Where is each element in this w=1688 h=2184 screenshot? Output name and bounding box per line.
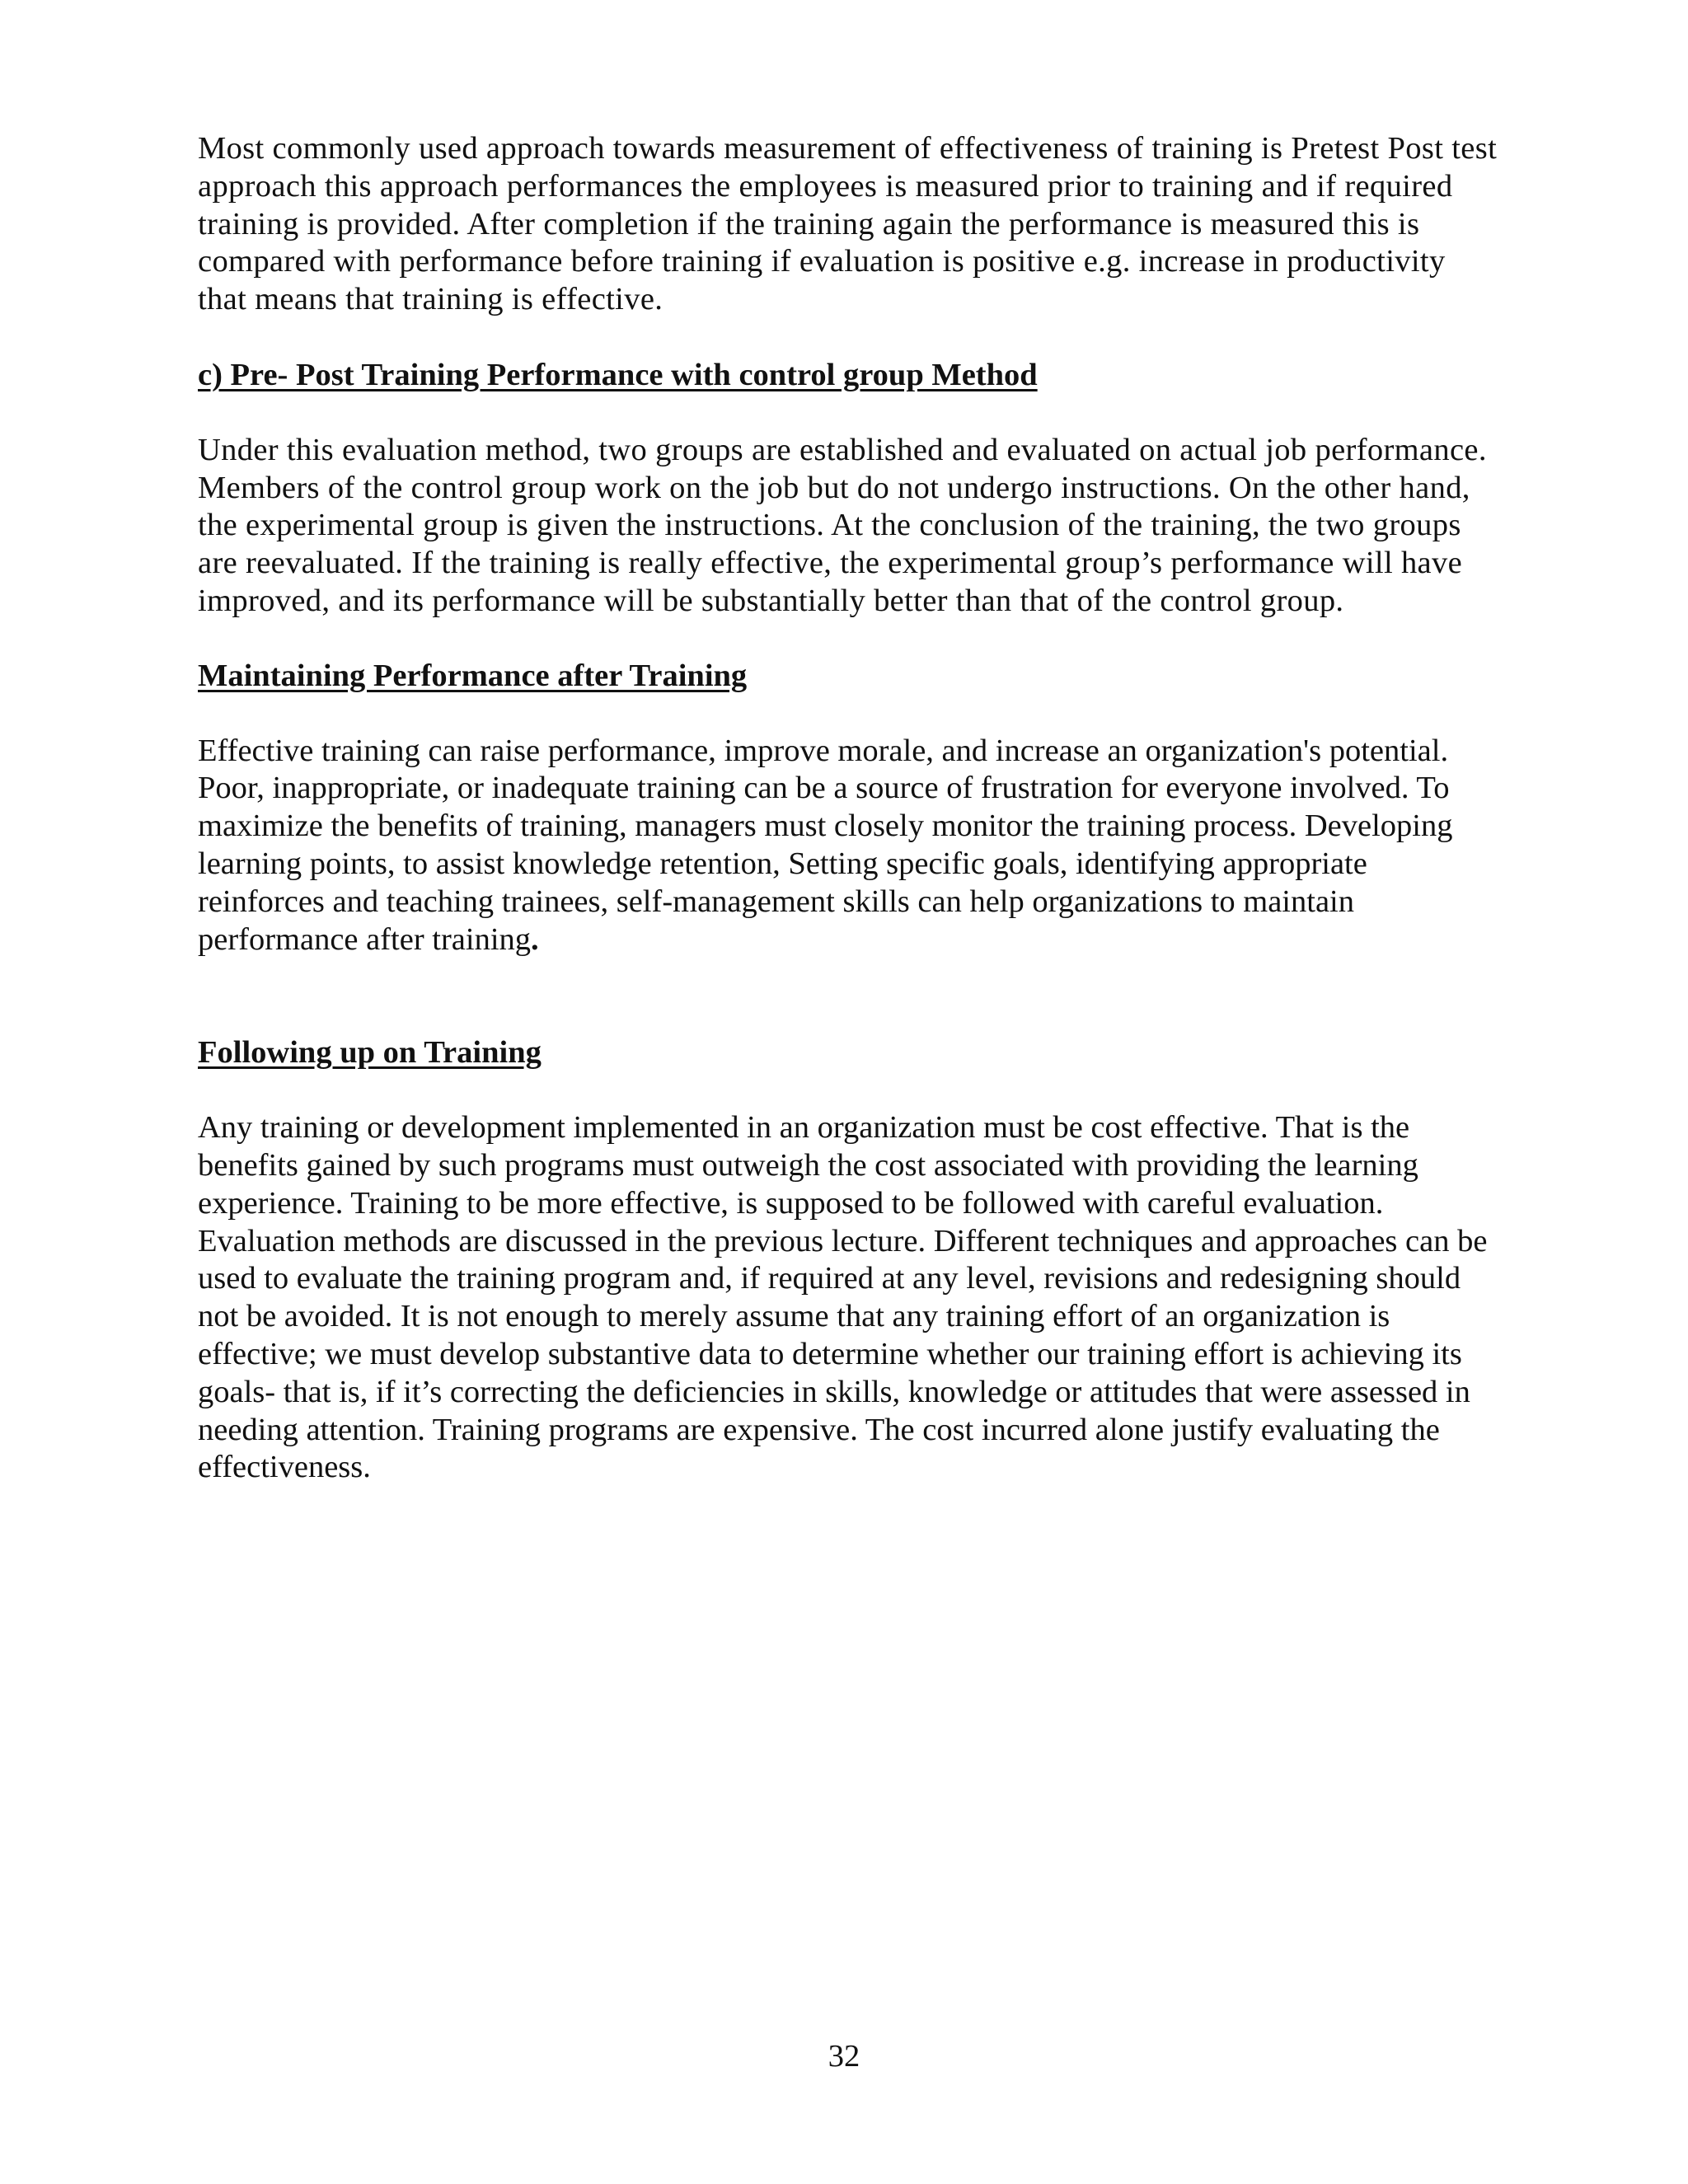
maintaining-performance-text: Effective training can raise performance, improve morale, and increase an organization's potential. Poor, inappropriate, or inadequate training can be a source of frustration for everyone involved. To maximize the benefits of training, managers must closely monitor the training process. Developing learning points, to assist knowledge retention, Setting specific goals, identifying appropriate reinforces and teaching trainees, self-management skills can help organizations to maintain performance after training	[198, 733, 1453, 957]
control-group-paragraph: Under this evaluation method, two groups are established and evaluated on actual job performance. Members of the control group work on the job but do not undergo instructions. On the other hand, the experimental group is given the instructions. At the conclusion of the training, the two groups are reevaluated. If the training is really effective, the experimental group’s performance will have improved, and its performance will be substantially better than that of the control group.	[198, 432, 1487, 618]
following-up-paragraph: Any training or development implemented in an organization must be cost effective. That is the benefits gained by such programs must outweigh the cost associated with providing the learning experience. Training to be more effective, is supposed to be followed with careful evaluation. Evaluation methods are discussed in the previous lecture. Different techniques and approaches can be used to evaluate the training program and, if required at any level, revisions and redesigning should not be avoided. It is not enough to merely assume that any training effort of an organization is effective; we must develop substantive data to determine whether our training effort is achieving its goals- that is, if it’s correcting the deficiencies in skills, knowledge or attitudes that were assessed in needing attention. Training programs are expensive. The cost incurred alone justify evaluating the effectiveness.	[198, 1110, 1488, 1485]
section-heading-control-group-method: c) Pre- Post Training Performance with control group Method	[198, 357, 1038, 392]
maintaining-performance-period: .	[531, 921, 539, 957]
section-heading-maintaining-performance: Maintaining Performance after Training	[198, 658, 748, 693]
maintaining-performance-paragraph	[198, 733, 1500, 959]
intro-paragraph: Most commonly used approach towards measurement of effectiveness of training is Pretest Post test approach this approach performances the employees is measured prior to training and if required training is provided. After completion if the training again the performance is measured this is compared with performance before training if evaluation is positive e.g. increase in productivity that means that training is effective.	[198, 131, 1498, 317]
document-page	[198, 130, 1500, 1487]
section-heading-following-up: Following up on Training	[198, 1035, 542, 1071]
page-number: 32	[828, 2039, 860, 2074]
